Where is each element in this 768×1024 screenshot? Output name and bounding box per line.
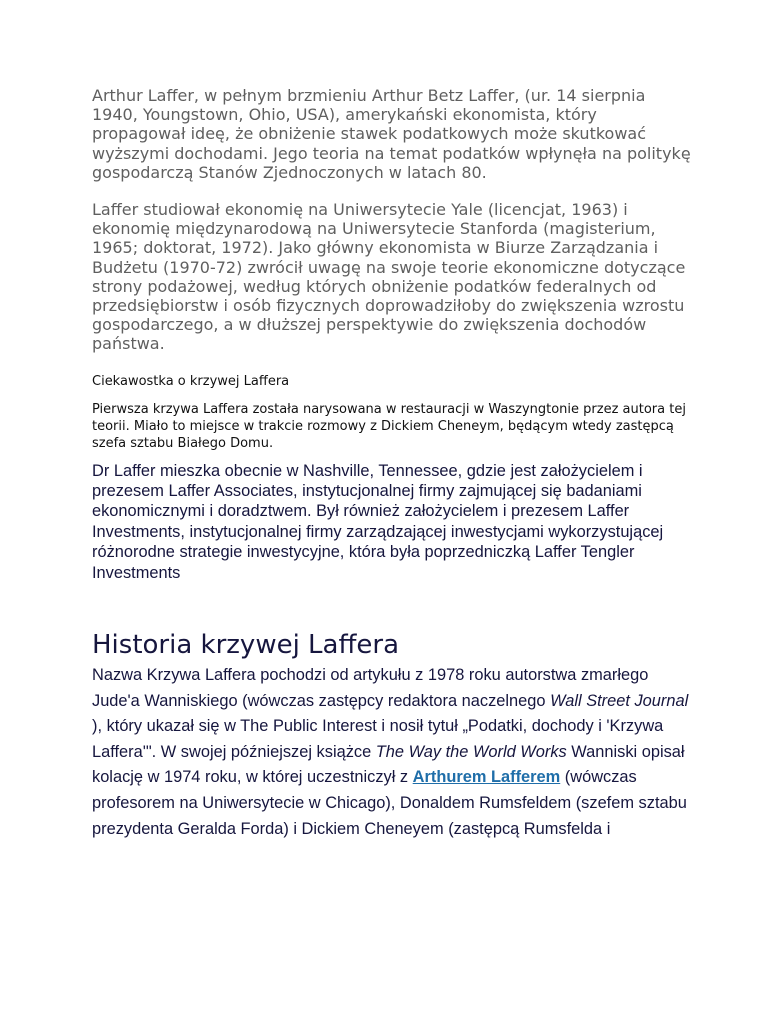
intro-paragraph-2: Laffer studiował ekonomię na Uniwersytecie Yale (licencjat, 1963) i ekonomię międzynarodową na Uniwersytecie Stanforda (magisterium, 1965; doktorat, 1972). Jako główny ekonomista w Biurze Zarządzania i Budżetu (1970-72) zwrócił uwagę na swoje teorie ekonomiczne dotyczące strony podażowej, według których obniżenie podatków federalnych od przedsiębiorstw i osób fizycznych doprowadziłoby do zwiększenia wzrostu gospodarczego, a w dłuższej perspektywie do zwiększenia dochodów państwa. xyxy=(92,200,686,354)
history-text-2: ), który ukazał się w The Public Interest i nosił tytuł „Podatki, dochody i 'Krzywa Laffera'". W swojej późniejszej książce xyxy=(92,717,664,761)
curiosity-text: Pierwsza krzywa Laffera została narysowana w restauracji w Waszyngtonie przez autora tej teorii. Miało to miejsce w trakcie rozmowy z Dickiem Cheneym, będącym wtedy zastępcą szefa sztabu Białego Domu. xyxy=(92,401,686,451)
history-text-4: (wówczas profesorem na Uniwersytecie w Chicago), Donaldem Rumsfeldem (szefem sztabu prezydenta Geralda Forda) i Dickiem Cheneyem (zastępcą Rumsfelda i xyxy=(92,768,687,838)
history-em-book: The Way the World Works xyxy=(375,742,567,761)
document-page xyxy=(92,84,692,842)
residence-paragraph: Dr Laffer mieszka obecnie w Nashville, Tennessee, gdzie jest założycielem i prezesem Laffer Associates, instytucjonalnej firmy zajmującej się badaniami ekonomicznymi i doradztwem. Był również założycielem i prezesem Laffer Investments, instytucjonalnej firmy zarządzającej inwestycjami wykorzystującej różnorodne strategie inwestycyjne, która była poprzedniczką Laffer Tengler Investments xyxy=(92,461,664,582)
history-text-3: Wanniski opisał kolację w 1974 roku, w której uczestniczył z xyxy=(92,742,685,787)
history-paragraph xyxy=(92,663,692,842)
history-em-wsj: Wall Street Journal xyxy=(550,691,689,710)
arthur-laffer-link[interactable]: Arthurem Lafferem xyxy=(412,768,561,787)
history-text-1: Nazwa Krzywa Laffera pochodzi od artykułu z 1978 roku autorstwa zmarłego Jude'a Wanniskiego (wówczas zastępcy redaktora naczelnego xyxy=(92,666,649,710)
history-title: Historia krzywej Laffera xyxy=(92,630,400,661)
curiosity-heading: Ciekawostka o krzywej Laffera xyxy=(92,373,290,389)
intro-paragraph-1: Arthur Laffer, w pełnym brzmieniu Arthur Betz Laffer, (ur. 14 sierpnia 1940, Youngstown, Ohio, USA), amerykański ekonomista, który propagował ideę, że obniżenie stawek podatkowych może skutkować wyższymi dochodami. Jego teoria na temat podatków wpłynęła na politykę gospodarczą Stanów Zjednoczonych w latach 80. xyxy=(92,86,691,182)
